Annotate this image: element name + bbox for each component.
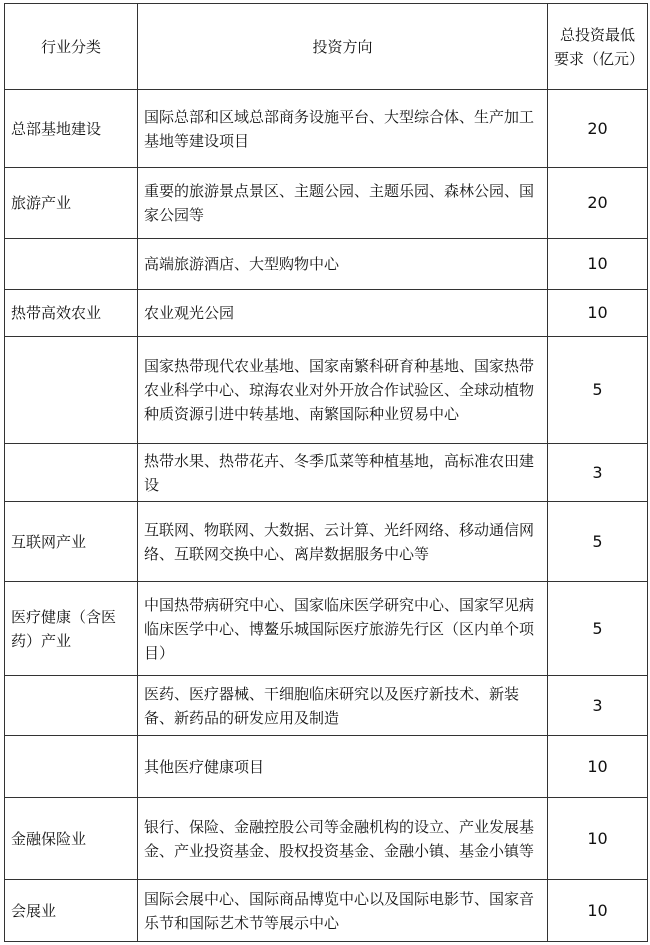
row-min-investment: 10 — [548, 880, 648, 942]
header-row — [5, 4, 648, 90]
row-direction: 其他医疗健康项目 — [138, 736, 548, 798]
table-row — [5, 798, 648, 880]
row-min-investment: 20 — [548, 90, 648, 168]
table-row — [5, 880, 648, 942]
row-direction: 互联网、物联网、大数据、云计算、光纤网络、移动通信网络、互联网交换中心、离岸数据服务中心等 — [138, 502, 548, 582]
row-category: 热带高效农业 — [5, 290, 138, 337]
row-min-investment: 3 — [548, 444, 648, 502]
row-category: 总部基地建设 — [5, 90, 138, 168]
row-category: 会展业 — [5, 880, 138, 942]
row-direction: 医药、医疗器械、干细胞临床研究以及医疗新技术、新装备、新药品的研发应用及制造 — [138, 676, 548, 736]
row-direction: 国家热带现代农业基地、国家南繁科研育种基地、国家热带农业科学中心、琼海农业对外开放合作试验区、全球动植物种质资源引进中转基地、南繁国际种业贸易中心 — [138, 337, 548, 444]
row-min-investment: 10 — [548, 798, 648, 880]
row-min-investment: 5 — [548, 337, 648, 444]
table-row — [5, 444, 648, 502]
row-min-investment: 10 — [548, 290, 648, 337]
table-row — [5, 582, 648, 676]
row-min-investment: 5 — [548, 582, 648, 676]
row-category: 医疗健康（含医药）产业 — [5, 582, 138, 676]
table-row — [5, 676, 648, 736]
row-direction: 高端旅游酒店、大型购物中心 — [138, 239, 548, 290]
row-min-investment: 3 — [548, 676, 648, 736]
table-row — [5, 337, 648, 444]
header-direction: 投资方向 — [138, 4, 548, 90]
row-direction: 热带水果、热带花卉、冬季瓜菜等种植基地，高标准农田建设 — [138, 444, 548, 502]
table-row — [5, 502, 648, 582]
header-min-investment: 总投资最低要求（亿元） — [548, 4, 648, 90]
header-category: 行业分类 — [5, 4, 138, 90]
table-row — [5, 239, 648, 290]
row-direction: 银行、保险、金融控股公司等金融机构的设立、产业发展基金、产业投资基金、股权投资基金、金融小镇、基金小镇等 — [138, 798, 548, 880]
investment-requirements-table — [4, 3, 648, 942]
row-direction: 国际会展中心、国际商品博览中心以及国际电影节、国家音乐节和国际艺术节等展示中心 — [138, 880, 548, 942]
row-category: 旅游产业 — [5, 168, 138, 239]
row-min-investment: 10 — [548, 239, 648, 290]
row-min-investment: 5 — [548, 502, 648, 582]
row-category — [5, 337, 138, 444]
row-category — [5, 239, 138, 290]
row-category: 金融保险业 — [5, 798, 138, 880]
row-min-investment: 20 — [548, 168, 648, 239]
row-direction: 农业观光公园 — [138, 290, 548, 337]
row-category — [5, 736, 138, 798]
row-direction: 中国热带病研究中心、国家临床医学研究中心、国家罕见病临床医学中心、博鳌乐城国际医疗旅游先行区（区内单个项目） — [138, 582, 548, 676]
table-row — [5, 736, 648, 798]
row-category: 互联网产业 — [5, 502, 138, 582]
table-row — [5, 290, 648, 337]
row-category — [5, 444, 138, 502]
table-row — [5, 168, 648, 239]
table-row — [5, 90, 648, 168]
row-category — [5, 676, 138, 736]
row-min-investment: 10 — [548, 736, 648, 798]
row-direction: 国际总部和区域总部商务设施平台、大型综合体、生产加工基地等建设项目 — [138, 90, 548, 168]
row-direction: 重要的旅游景点景区、主题公园、主题乐园、森林公园、国家公园等 — [138, 168, 548, 239]
